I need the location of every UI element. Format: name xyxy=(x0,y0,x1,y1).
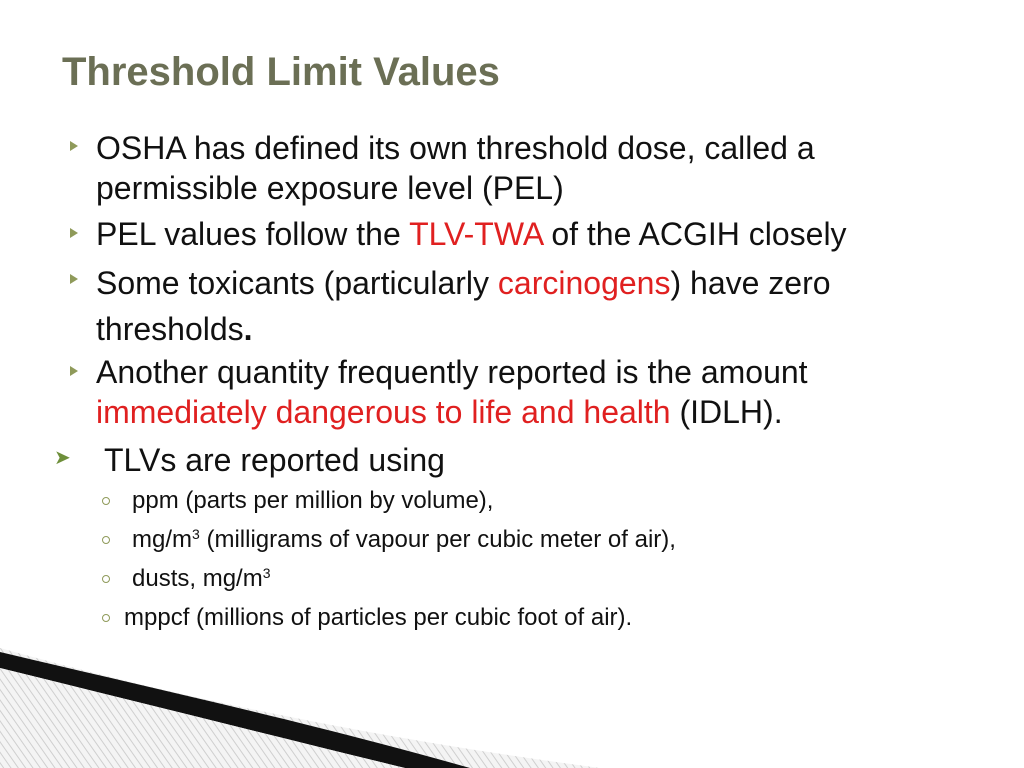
bullet-text: ) have zero xyxy=(670,265,831,301)
bullet-text: Some toxicants (particularly xyxy=(96,265,498,301)
tlv-item-ppm: ppm (parts per million by volume), xyxy=(132,487,494,514)
bullet-text: permissible exposure level (PEL) xyxy=(96,170,564,206)
bullet-text: OSHA has defined its own threshold dose, called a xyxy=(96,130,815,166)
bullet-text: (IDLH). xyxy=(670,394,783,430)
highlight-text: carcinogens xyxy=(497,265,671,301)
bullet-text: . xyxy=(243,311,253,347)
item-text: (milligrams of vapour per cubic meter of air), xyxy=(199,526,676,553)
tlv-heading: TLVs are reported using xyxy=(104,442,445,478)
bullet-text: thresholds xyxy=(96,311,244,347)
highlight-text: TLV-TWA xyxy=(409,216,543,252)
bullet-text: PEL values follow the xyxy=(96,216,410,252)
arrow-bullet-icon: ➤ xyxy=(54,447,71,469)
slide-title: Threshold Limit Values xyxy=(62,50,500,94)
item-text: dusts, mg/m xyxy=(132,565,263,592)
item-text: mg/m xyxy=(132,526,192,553)
bullet-text: Another quantity frequently reported is the amount xyxy=(96,354,808,390)
highlight-text: immediately dangerous to life and health xyxy=(96,394,671,430)
superscript: 3 xyxy=(262,565,271,581)
tlv-item-mppcf: mppcf (millions of particles per cubic foot of air). xyxy=(124,604,633,631)
superscript: 3 xyxy=(192,526,200,542)
bullet-text: of the ACGIH closely xyxy=(542,216,847,252)
